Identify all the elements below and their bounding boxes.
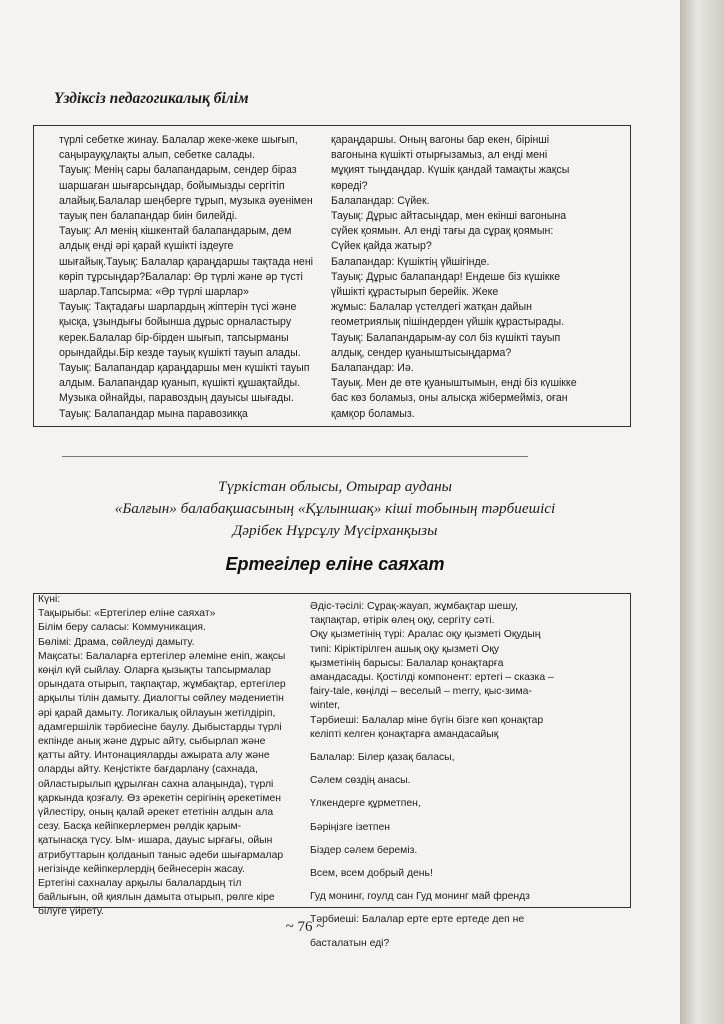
text-line: Тауық: Балапандарым-ау сол біз күшікті тауып [331, 331, 561, 344]
text-line: негізінде кейіпкерлердің бейнесерін жасау. [38, 863, 245, 875]
text-line: Бөлімі: Драма, сөйлеуді дамыту. [38, 636, 195, 648]
text-line: қатынасқа түсу. Ым- ишара, дауыс ырғағы, ойын [38, 835, 273, 847]
text-line: көңіл күй сыйлау. Оларға қызықты тапсырмалар [38, 665, 271, 677]
top-right-column [331, 133, 601, 422]
text-line: Білім беру саласы: Коммуникация. [38, 622, 206, 634]
text-line: Сәлем сөздің анасы. [310, 775, 411, 787]
author-block [100, 476, 570, 542]
divider-line [62, 456, 528, 457]
text-line: winter, [310, 700, 341, 712]
text-line: Сүйек қайда жатыр? [331, 240, 432, 253]
text-line: адамгершілік тәрбиесіне баулу. Дыбыстарды түрлі [38, 721, 282, 733]
text-line: оларды айту. Кеңістікте бағдарлану (сахнада, [38, 764, 258, 776]
text-line: Музыка ойнайды, паравоздың дауысы шығады. [59, 392, 294, 405]
text-line: шарлар.Тапсырма: «Әр түрлі шарлар» [59, 286, 249, 299]
text-line: вагонына күшікті отырғызамыз, ал енді мені [331, 149, 548, 162]
text-line: орындайды.Бір кезде тауық күшікті тауып алады. [59, 346, 301, 359]
text-line: fairy-tale, көңілді – веселый – merry, қыс-зима- [310, 686, 532, 698]
text-line: Тауық: Тақтадағы шарлардың жіптерін түсі және [59, 301, 297, 314]
text-line: алдық енді әрі қарай күшікті іздеуге [59, 240, 234, 253]
text-line: Тауық: Балапандар қараңдаршы мен күшікті тауып [59, 362, 310, 375]
page-number: ~ 76 ~ [285, 919, 325, 935]
text-line: Балапандар: Иә. [331, 362, 414, 375]
text-line: Тауық: Дұрыс балапандар! Ендеше біз күшікке [331, 270, 561, 283]
text-line: Ертегіні сахналау арқылы балалардың тіл [38, 878, 242, 890]
text-line: Тауық: Дұрыс айтасыңдар, мен екінші вагонына [331, 210, 567, 223]
text-line: Тауық: Ал менің кішкентай балапандарым, дем [59, 225, 292, 238]
text-line: сүйек қоямын. Ал енді тағы да сұрақ қоямын: [331, 225, 554, 238]
text-line: мұқият тыңдаңдар. Күшік қандай тамақты жақсы [331, 164, 570, 177]
text-line: бас көз боламыз, оны алысқа жібермейміз, оған [331, 392, 568, 405]
text-line: алайық.Балалар шеңберге тұрып, музыка әуенімен [59, 194, 313, 207]
text-line: тақпақтар, өтірік өлең оқу, сергіту сәті. [310, 615, 495, 627]
text-line: атрибуттарын қолданып таныс әдеби шығармалар [38, 849, 284, 861]
text-line: қызметінің барысы: Балалар қонақтарға [310, 657, 504, 669]
text-line: Тауық. Мен де өте қуаныштымын, енді біз күшікке [331, 377, 577, 390]
text-line: қамқор боламыз. [331, 407, 415, 420]
text-line: арқылы тілін дамыту. Диалогты сөйлеу мәдениетін [38, 693, 284, 705]
text-line: керек.Балалар бір-бірден шығып, тапсырманы [59, 331, 289, 344]
text-line: Гуд монинг, гоулд сан Гуд монинг май френдз [310, 891, 530, 903]
page-edge [680, 0, 724, 1024]
text-line: көреді? [331, 179, 368, 192]
text-line: типі: Кіріктірілген ашық оқу қызметі Оқу [310, 643, 500, 655]
bottom-right-column [310, 600, 610, 951]
text-line: Бәріңізге ізетпен [310, 821, 391, 833]
text-line: Балапандар: Сүйек. [331, 194, 430, 207]
text-line: қатты айту. Интонацияларды ажырата алу және [38, 750, 270, 762]
text-line: сезу. Басқа кейіпкерлермен рөлдік қарым- [38, 821, 242, 833]
text-line: саңырауқұлақты алып, себетке салады. [59, 149, 255, 162]
author-name: Дәрібек Нұрсұлу Мүсірханқызы [232, 522, 438, 539]
text-line: Тәрбиеші: Балалар ерте ерте ертеде деп не [310, 914, 525, 926]
text-line: әрі қарай дамыту. Логикалық ойлауын жетілдіріп, [38, 707, 276, 719]
text-line: геометриялық пішіндерден үйшік құрастырады. [331, 316, 565, 329]
text-line: көріп тұрсыңдар?Балалар: Әр түрлі және әр түсті [59, 270, 303, 283]
text-line: Мақсаты: Балаларға ертегілер әлеміне еніп, жақсы [38, 650, 286, 662]
journal-header: Үздіксіз педагогикалық білім [54, 90, 249, 107]
text-line: Балапандар: Күшіктің үйшігінде. [331, 255, 490, 268]
bottom-left-column [38, 593, 306, 920]
bottom-right-paragraph [310, 600, 610, 742]
text-line: Тауық: Менің сары балапандарым, сендер біраз [59, 164, 297, 177]
article-title: Ертегілер еліне саяхат [225, 554, 445, 574]
text-line: амандасады. Қостілді компонент: ертегі – сказка – [310, 672, 554, 684]
text-line: Оқу қызметінің түрі: Аралас оқу қызметі Оқудың [310, 629, 541, 641]
text-line: шаршаған шығарсыңдар, бойымызды сергітіп [59, 179, 285, 192]
text-line: Әдіс-тәсілі: Сұрақ-жауап, жұмбақтар шешу, [310, 601, 518, 612]
text-line: жұмыс: Балалар үстелдегі жатқан дайын [331, 301, 532, 314]
text-line: Балалар: Білер қазақ баласы, [310, 752, 455, 764]
text-line: қысқа, ұзындығы бойынша дұрыс орналастыру [59, 316, 292, 329]
text-line: байлығын, ой қиялын дамыта отырып, рөлге кіре [38, 892, 275, 904]
text-line: алдық, сендер қуаныштысыңдарма? [331, 346, 512, 359]
text-line: қаркында қозғалу. Өз әрекетін серігінің әрекетімен [38, 792, 281, 804]
text-line: келіпті келген қонақтарға амандасайық [310, 728, 499, 740]
text-line: Үлкендерге құрметпен, [310, 798, 421, 810]
text-line: Біздер сәлем береміз. [310, 844, 418, 856]
text-line: Всем, всем добрый день! [310, 868, 433, 880]
top-text-box [33, 125, 631, 427]
text-line: Тауық: Балапандар мына паравозикқа [59, 407, 248, 420]
text-line: ойластырылып құрылған сахна алаңында), түрлі [38, 778, 274, 790]
text-line: үйшікті құрастырып берейік. Жеке [331, 286, 499, 299]
top-left-column [59, 133, 317, 422]
text-line: түрлі себетке жинау. Балалар жеке-жеке шығып, [59, 134, 298, 146]
text-line: басталатын еді? [310, 937, 390, 949]
author-region: Түркістан облысы, Отырар ауданы [218, 478, 452, 495]
text-line: білуге үйрету. [38, 906, 104, 918]
author-kindergarten: «Балғын» балабақшасының «Құлыншақ» кіші тобының тәрбиешісі [114, 500, 556, 517]
text-line: Тәрбиеші: Балалар міне бүгін бізге көп қонақтар [310, 714, 544, 726]
text-line: алдым. Балапандар қуанып, күшікті құшақтайды. [59, 377, 301, 390]
text-line: қараңдаршы. Оның вагоны бар екен, бірінші [331, 134, 550, 146]
text-line: Күні: [38, 594, 61, 605]
text-line: екпінде анық және дұрыс айту, сыбырлап және [38, 736, 266, 748]
text-line: орындата отырып, тақпақтар, жұмбақтар, ертегілер [38, 679, 286, 691]
text-line: Тақырыбы: «Ертегілер еліне саяхат» [38, 608, 216, 620]
text-line: шығайық.Тауық: Балалар қараңдаршы тақтада нені [59, 255, 314, 268]
text-line: тауық пен балапандар биін билейді. [59, 210, 238, 223]
text-line: үйлестіру, оның қалай әрекет ететінін алдын ала [38, 807, 274, 819]
